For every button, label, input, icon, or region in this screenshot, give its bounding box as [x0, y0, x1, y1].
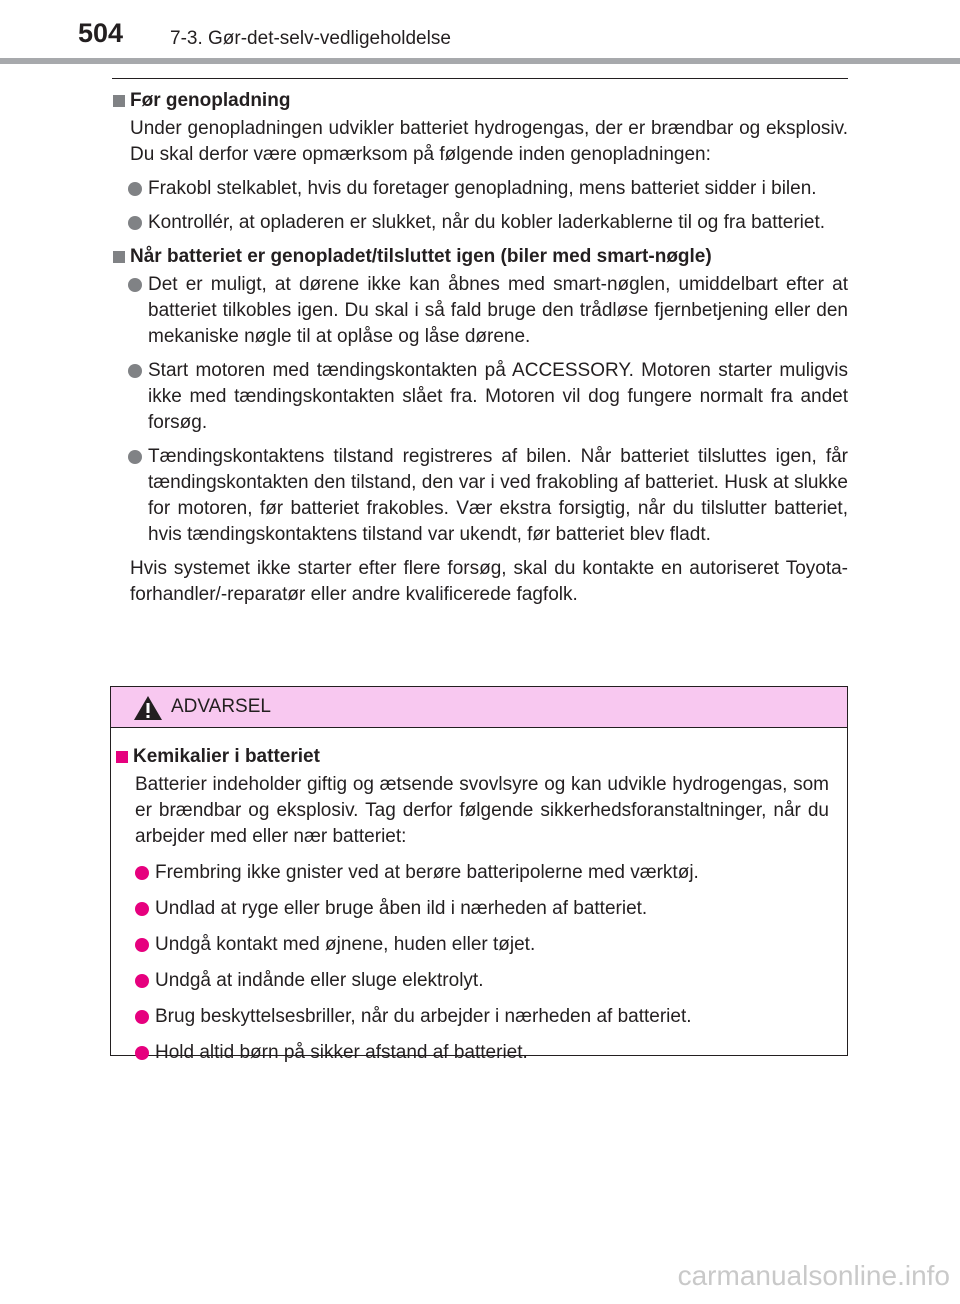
circle-bullet-icon [135, 1046, 149, 1060]
bullet-item: Kontrollér, at opladeren er slukket, når du kobler laderkablerne til og fra batteriet. [112, 210, 848, 236]
warning-header [111, 687, 847, 728]
circle-bullet-icon [128, 278, 142, 292]
section-heading-after-recharging: Når batteriet er genopladet/tilsluttet igen (biler med smart-nøgle) [112, 244, 848, 270]
bullet-item: Tændingskontaktens tilstand registreres af bilen. Når batteriet tilsluttes igen, får tændingskontakten den tilstand, den var i ved frakobling af batteriet. Husk at slukke for motoren, før batteriet frakobles. Vær ekstra forsigtig, når du tilslutter batteriet, hvis tændingskontaktens tilstand var ukendt, før batteriet blev fladt. [112, 444, 848, 548]
warning-bullet-item: Brug beskyttelsesbriller, når du arbejder i nærheden af batteriet. [111, 1004, 847, 1030]
warning-intro: Batterier indeholder giftig og ætsende svovlsyre og kan udvikle hydrogengas, som er brændbar og eksplosiv. Tag derfor følgende sikkerhedsforanstaltninger, når du arbejder med eller nær batteriet: [135, 774, 829, 847]
page-header [0, 0, 960, 60]
circle-bullet-icon [135, 938, 149, 952]
warning-box [110, 686, 848, 1063]
warning-label: ADVARSEL [171, 696, 271, 717]
warning-body [111, 728, 847, 1066]
circle-bullet-icon [128, 364, 142, 378]
circle-bullet-icon [128, 216, 142, 230]
watermark: carmanualsonline.info [677, 1260, 950, 1291]
circle-bullet-icon [135, 866, 149, 880]
bullet-item: Frakobl stelkablet, hvis du foretager genopladning, mens batteriet sidder i bilen. [112, 176, 848, 202]
header-rule [0, 58, 960, 64]
square-bullet-icon [116, 751, 128, 763]
circle-bullet-icon [128, 182, 142, 196]
warning-section-heading: Kemikalier i batteriet [115, 744, 847, 770]
square-bullet-icon [113, 251, 125, 263]
warning-bullet-item: Frembring ikke gnister ved at berøre batteripolerne med værktøj. [111, 860, 847, 886]
circle-bullet-icon [135, 974, 149, 988]
content-top-rule [112, 78, 848, 79]
warning-bullet-item: Undgå kontakt med øjnene, huden eller tøjet. [111, 932, 847, 958]
bullet-item: Det er muligt, at dørene ikke kan åbnes med smart-nøglen, umiddelbart efter at batteriet tilkobles igen. Du skal i så fald bruge den trådløse fjernbetjening eller den mekaniske nøgle til at oplåse og låse dørene. [112, 272, 848, 350]
warning-bullet-item: Undgå at indånde eller sluge elektrolyt. [111, 968, 847, 994]
chapter-title: 7-3. Gør-det-selv-vedligeholdelse [170, 28, 451, 49]
section-intro: Under genopladningen udvikler batteriet hydrogengas, der er brændbar og eksplosiv. Du skal derfor være opmærksom på følgende inden genopladningen: [130, 118, 848, 165]
page-number: 504 [78, 18, 124, 48]
square-bullet-icon [113, 95, 125, 107]
warning-bullet-item: Hold altid børn på sikker afstand af batteriet. [111, 1040, 847, 1066]
section-outro: Hvis systemet ikke starter efter flere forsøg, skal du kontakte en autoriseret Toyota-forhandler/-reparatør eller andre kvalificerede fagfolk. [130, 558, 848, 605]
bullet-item: Start motoren med tændingskontakten på ACCESSORY. Motoren starter muligvis ikke med tændingskontakten slået fra. Motoren vil dog fungere normalt fra andet forsøg. [112, 358, 848, 436]
warning-bullet-item: Undlad at ryge eller bruge åben ild i nærheden af batteriet. [111, 896, 847, 922]
main-content [112, 88, 848, 616]
warning-triangle-icon [133, 695, 163, 721]
circle-bullet-icon [135, 902, 149, 916]
circle-bullet-icon [135, 1010, 149, 1024]
circle-bullet-icon [128, 450, 142, 464]
section-heading-before-charging: Før genopladning [112, 88, 848, 114]
